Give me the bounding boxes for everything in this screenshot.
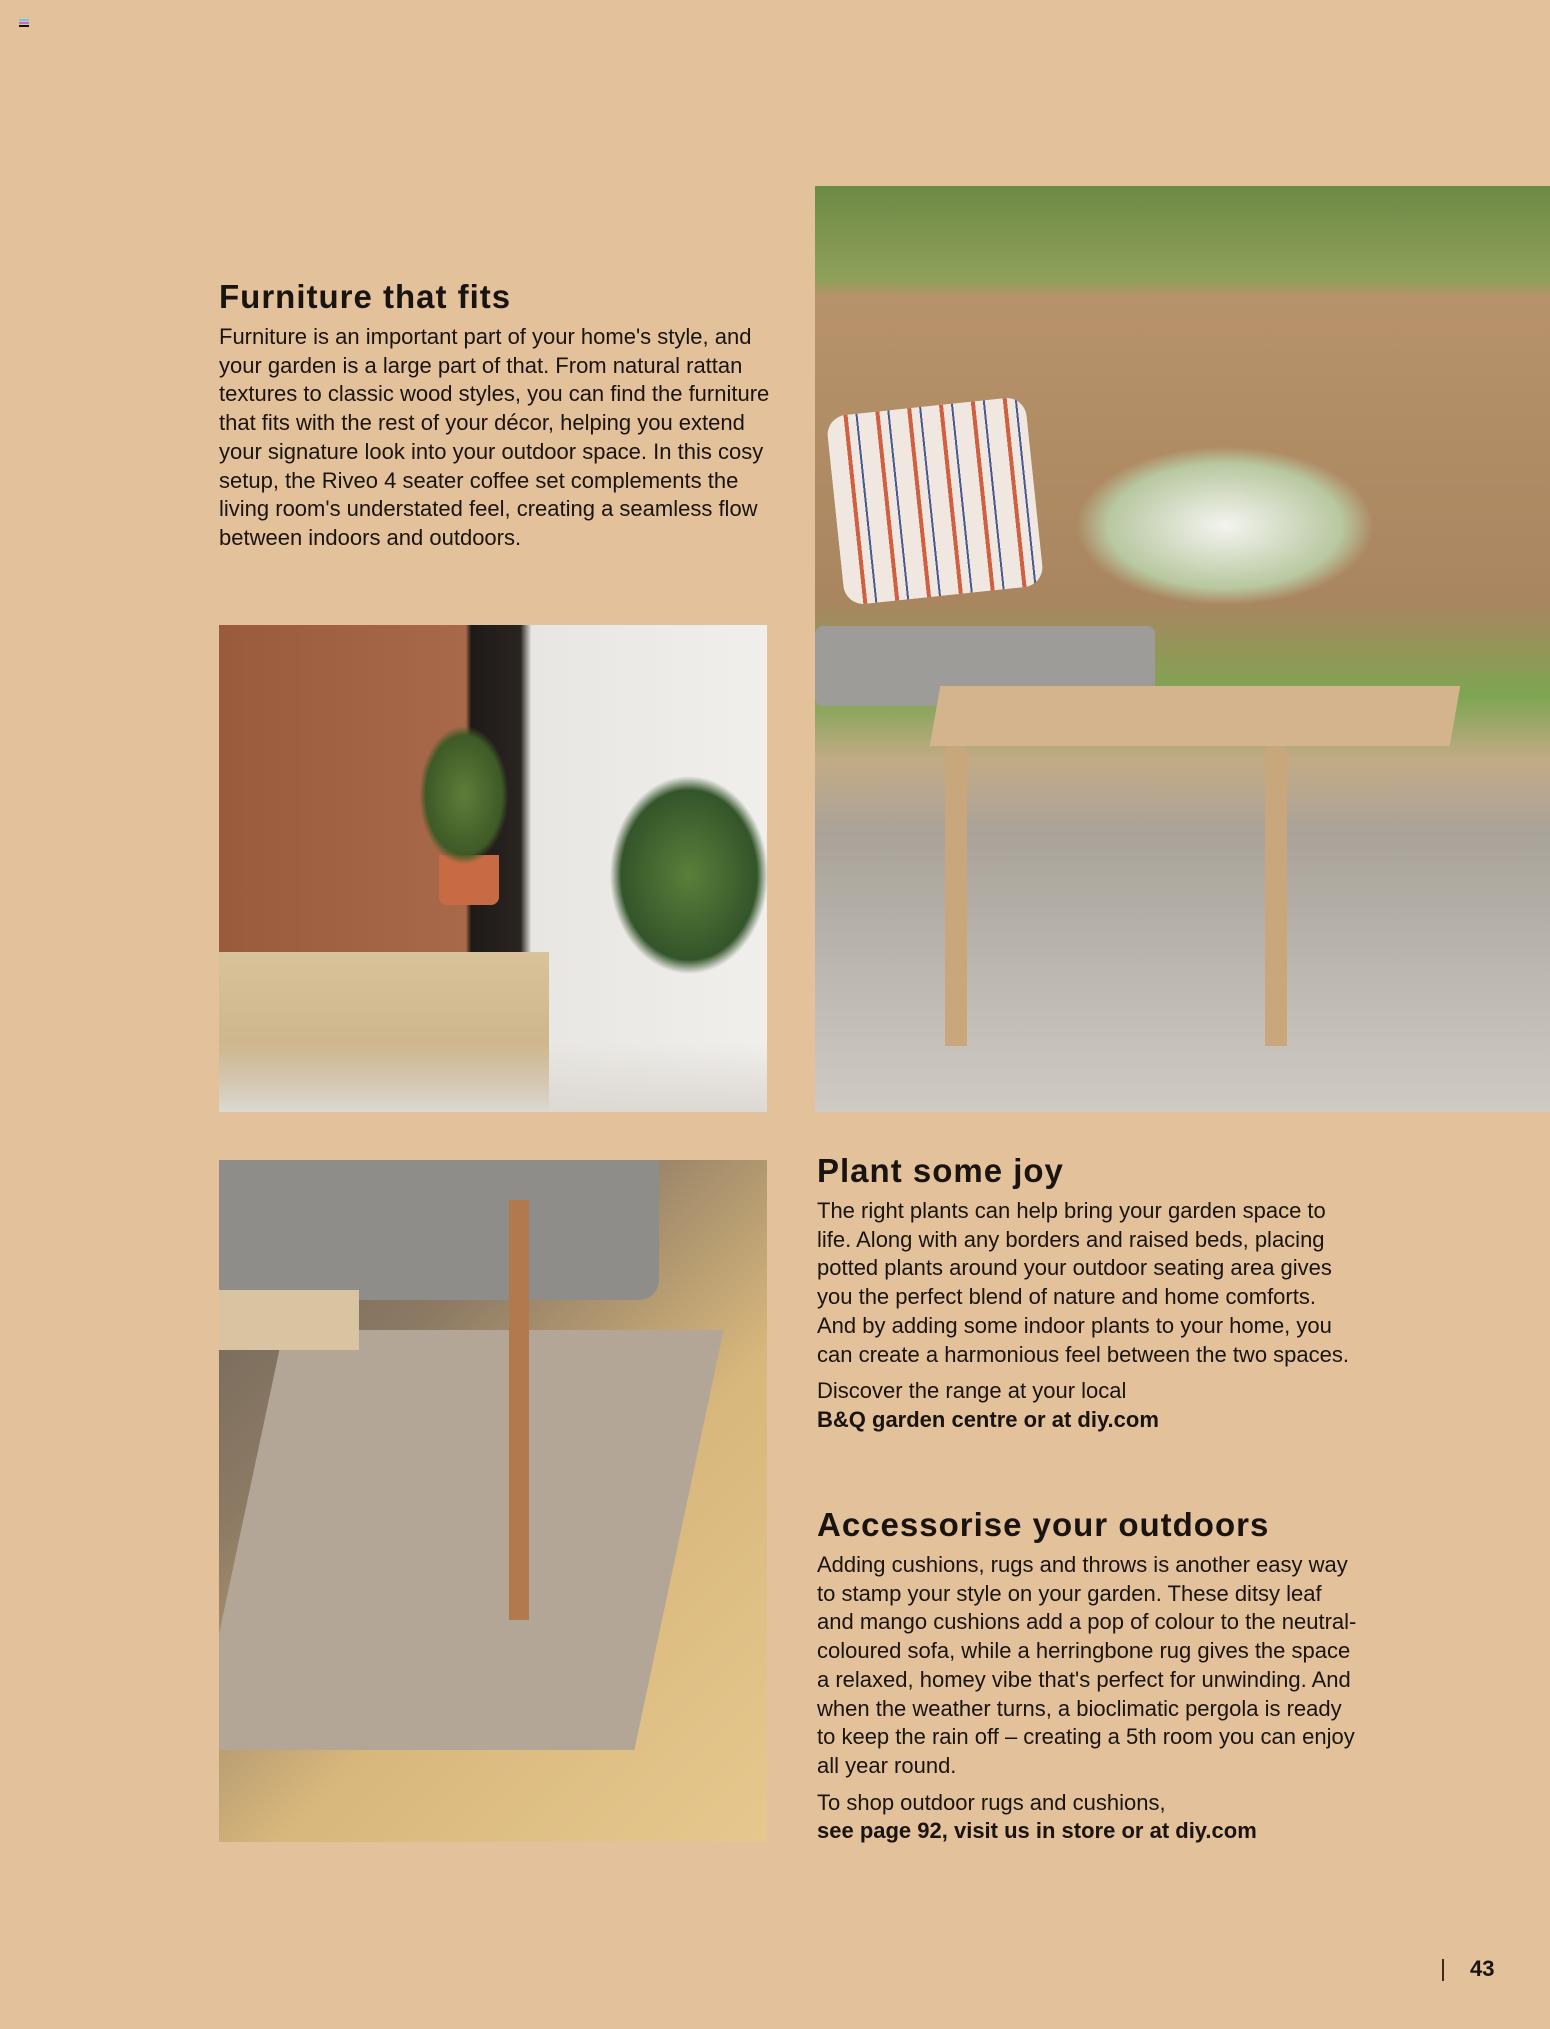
cta-link[interactable]: B&Q garden centre or at diy.com bbox=[817, 1406, 1159, 1432]
cta-lead: Discover the range at your local bbox=[817, 1378, 1127, 1404]
logo-icon bbox=[19, 19, 29, 28]
section-body: Furniture is an important part of your home's style, and your garden is a large part of that. From natural rattan textures to classic wood styles, you can find the furniture that fits with the rest of your décor, helping you extend your signature look into your outdoor space. In this cosy setup, the Riveo 4 seater coffee set complements the living room's understated feel, creating a seamless flow between indoors and outdoors. bbox=[219, 324, 770, 550]
cta-link[interactable]: see page 92, visit us in store or at diy.com bbox=[817, 1818, 1257, 1844]
section-title: Furniture that fits bbox=[219, 278, 512, 315]
page-number-text: 43 bbox=[1470, 1956, 1495, 1981]
section-title: Plant some joy bbox=[817, 1152, 1064, 1189]
section-body: Adding cushions, rugs and throws is another easy way to stamp your style on your garden. These ditsy leaf and mango cushions add a pop of colour to the neutral-coloured sofa, while a herringbone rug gives the space a relaxed, homey vibe that's perfect for unwinding. And when the weather turns, a bioclimatic pergola is ready to keep the rain off – creating a 5th room you can enjoy all year round. bbox=[817, 1552, 1357, 1778]
section-body: The right plants can help bring your garden space to life. Along with any borders and raised beds, placing potted plants around your outdoor seating area gives you the perfect blend of nature and home comforts. And by adding some indoor plants to your home, you can create a harmonious feel between the two spaces. bbox=[817, 1198, 1349, 1367]
section-cta bbox=[817, 1789, 1357, 1846]
section-furniture bbox=[219, 277, 779, 553]
divider bbox=[1442, 1959, 1444, 1981]
section-accessorise bbox=[817, 1505, 1357, 1846]
photo-garden-coffee-set bbox=[815, 186, 1550, 1112]
photo-rug-decking bbox=[219, 1160, 767, 1842]
page-number bbox=[1442, 1956, 1494, 1982]
section-plants bbox=[817, 1151, 1357, 1435]
cta-lead: To shop outdoor rugs and cushions, bbox=[817, 1789, 1166, 1815]
photo-patio-doors bbox=[219, 625, 767, 1112]
section-cta bbox=[817, 1377, 1357, 1434]
section-title: Accessorise your outdoors bbox=[817, 1506, 1270, 1543]
